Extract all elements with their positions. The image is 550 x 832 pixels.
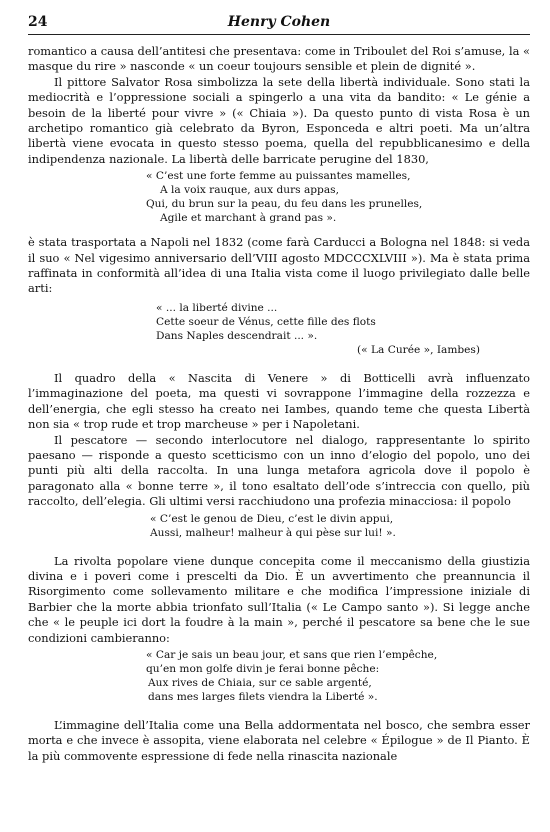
spacer [28, 704, 530, 718]
verse-line: « Car je sais un beau jour, et sans que rien l’empêche, [146, 648, 438, 661]
verse-line: dans mes larges filets viendra la Liberté ». [148, 690, 378, 703]
paragraph: romantico a causa dell’antitesi che presentava: come in Triboulet del Roi s’amuse, la « masque du rire » nasconde « un coeur toujours sensible et plein de dignité ». [28, 44, 530, 74]
verse-quote [28, 648, 530, 704]
verse-line: Cette soeur de Vénus, cette fille des flots [156, 315, 376, 328]
verse-quote [28, 169, 530, 225]
paragraph: Il pescatore — secondo interlocutore nel dialogo, rappresentante lo spirito paesano — risponde a questo scetticismo con un inno d’elogio del popolo, uno dei punti più alti della raccolta. In una lunga metafora agricola dove il popolo è paragonato alla « bonne terre », il tono esaltato dell’ode s’intreccia con quello, più raccolto, dell’elegia. Gli ultimi versi racchiudono una profezia minacciosa: il popolo [28, 432, 530, 509]
verse-line: qu’en mon golfe divin je ferai bonne pêche: [146, 662, 380, 675]
page-number: 24 [28, 14, 48, 30]
paragraph: Il pittore Salvator Rosa simbolizza la sete della libertà individuale. Sono stati la mediocrità e l’oppressione sociali a spingerlo a una vita da bandito: « Le génie a besoin de la liberté pour vivre » (« Chiaia »). Da questo punto di vista Rosa è un archetipo romantico già celebrato da Byron, Esponceda e altri poeti. Ma un’altra libertà viene evocata in questo stesso poema, quella del repubblicanesimo e della indipendenza nazionale. La libertà delle barricate perugine del 1830, [28, 74, 530, 166]
verse-line: « ... la liberté divine ... [156, 301, 278, 314]
paragraph: La rivolta popolare viene dunque concepita come il meccanismo della giustizia divina e i poveri come i prescelti da Dio. È un avvertimento che preannuncia il Risorgimento come sollevamento militare e che modifica l’impressione iniziale di Barbier che la morte abbia trionfato sull’Italia (« Le Campo santo »). Si legge anche che « le peuple ici dort la foudre à la main », perché il pescatore sa bene che le sue condizioni cambieranno: [28, 553, 530, 645]
verse-quote [28, 512, 530, 540]
verse-line: Agile et marchant à grand pas ». [160, 212, 337, 225]
paragraph: è stata trasportata a Napoli nel 1832 (come farà Carducci a Bologna nel 1848: si veda il suo « Nel vigesimo anniversario dell’VIII agosto MDCCCXLVIII »). Ma è stata prima raffinata in conformità all’idea di una Italia vista come il luogo privilegiato dalle belle arti: [28, 235, 530, 296]
verse-quote [28, 301, 530, 357]
verse-line: Qui, du brun sur la peau, du feu dans les prunelles, [146, 198, 423, 211]
paragraph: Il quadro della « Nascita di Venere » di Botticelli avrà influenzato l’immaginazione del poeta, ma questi vi sovrappone l’immagine della rozzezza e dell’energia, che egli stesso ha creato nei Iambes, quando teme che questa Libertà non sia « trop rude et trop marcheuse » per i Napoletani. [28, 370, 530, 432]
spacer [28, 540, 530, 554]
verse-line: Dans Naples descendrait ... ». [156, 329, 318, 342]
running-title: Henry Cohen [227, 14, 331, 30]
page-header [28, 14, 530, 35]
verse-line: A la voix rauque, aux durs appas, [160, 184, 339, 197]
verse-line: « C’est une forte femme au puissantes mamelles, [146, 170, 411, 183]
verse-line: Aussi, malheur! malheur à qui pèse sur lui! ». [150, 526, 396, 539]
paragraph: L’immagine dell’Italia come una Bella addormentata nel bosco, che sembra esser morta e che invece è assopita, viene elaborata nel celebre « Épilogue » de Il Pianto. È la più commovente espressione di fede nella rinascita nazionale [28, 717, 530, 763]
verse-line: « C’est le genou de Dieu, c’est le divin appui, [150, 512, 394, 525]
spacer [28, 225, 530, 235]
page-body [28, 44, 530, 764]
verse-line: Aux rives de Chiaia, sur ce sable argenté, [148, 676, 372, 689]
spacer [28, 357, 530, 371]
verse-citation: (« La Curée », Iambes) [357, 343, 480, 356]
